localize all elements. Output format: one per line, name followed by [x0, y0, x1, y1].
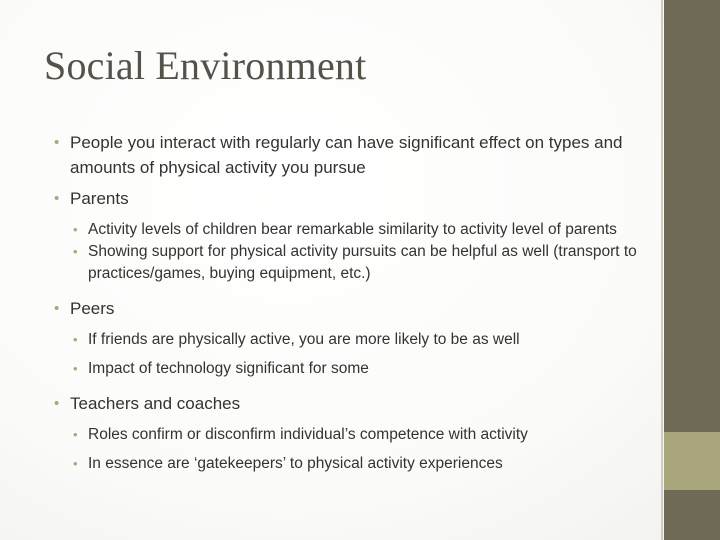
sub-bullet-item [70, 329, 650, 351]
sub-bullet-text: Showing support for physical activity pursuits can be helpful as well (transport to practices/games, buying equipment, etc.) [88, 243, 637, 282]
bullet-icon: • [73, 427, 78, 442]
bullet-icon: • [73, 244, 78, 259]
bullet-icon: • [73, 332, 78, 347]
bullet-icon: • [54, 134, 60, 151]
bullet-icon: • [73, 456, 78, 471]
sub-bullet-text: Activity levels of children bear remarkable similarity to activity level of parents [88, 221, 617, 238]
sub-bullet-item [70, 453, 650, 475]
bullet-item [50, 186, 650, 211]
sidebar-divider [661, 0, 663, 540]
bullet-item [50, 391, 650, 416]
sub-bullet-item [70, 241, 650, 285]
sub-bullet-text: Roles confirm or disconfirm individual’s competence with activity [88, 426, 528, 443]
bullet-icon: • [54, 300, 60, 317]
sub-bullet-text: In essence are ‘gatekeepers’ to physical activity experiences [88, 455, 503, 472]
sub-bullet-item [70, 424, 650, 446]
bullet-item [50, 130, 650, 180]
bullet-item [50, 296, 650, 321]
sub-bullet-item [70, 358, 650, 380]
bullet-text: Parents [70, 189, 129, 208]
bullet-icon: • [54, 395, 60, 412]
bullet-text: Peers [70, 299, 115, 318]
bullet-icon: • [73, 222, 78, 237]
sub-bullet-text: Impact of technology significant for some [88, 360, 369, 377]
sub-bullet-item [70, 219, 650, 241]
bullet-icon: • [73, 361, 78, 376]
slide-content [50, 130, 650, 475]
bullet-icon: • [54, 190, 60, 207]
sub-bullet-text: If friends are physically active, you are more likely to be as well [88, 331, 520, 348]
slide-title: Social Environment [44, 43, 367, 88]
sidebar-accent-block [664, 432, 720, 490]
bullet-text: Teachers and coaches [70, 394, 241, 413]
bullet-text: People you interact with regularly can have significant effect on types and amounts of physical activity you pursue [70, 133, 623, 177]
